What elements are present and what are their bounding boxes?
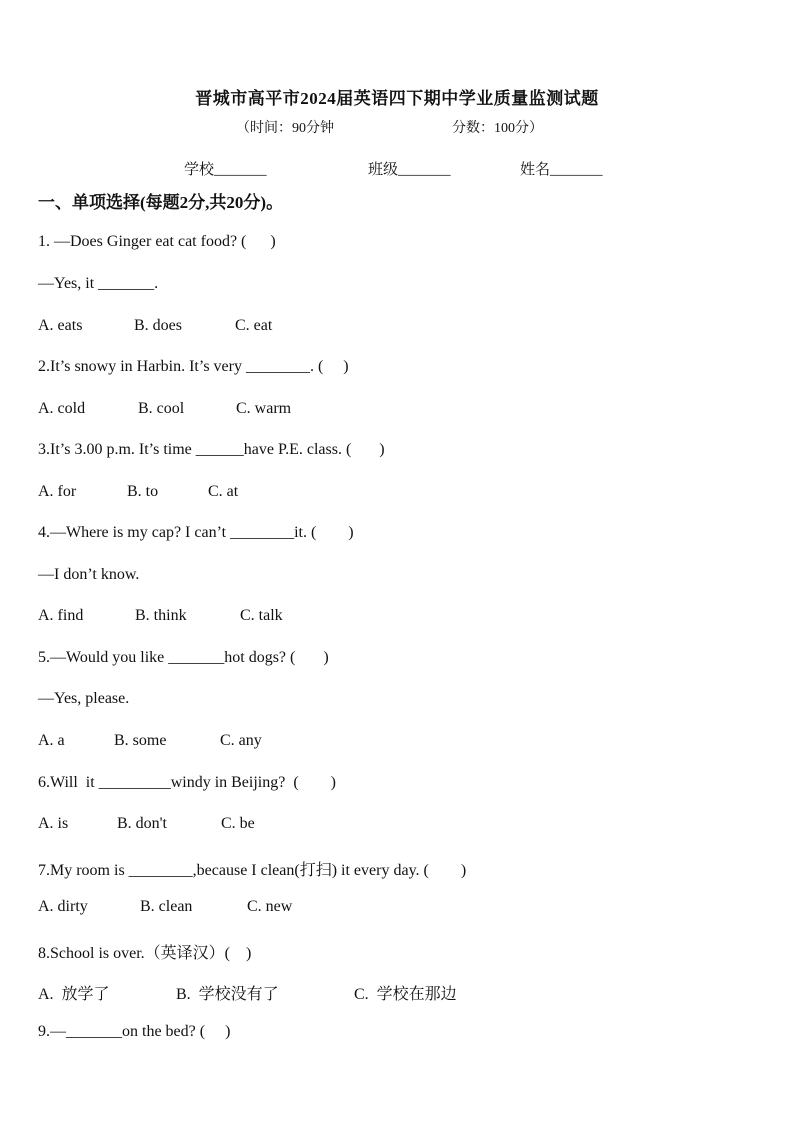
question-1-answer-line: —Yes, it _______.	[38, 275, 159, 292]
question-8-stem: 8.School is over.（英译汉）( )	[38, 945, 252, 962]
exam-title: 晋城市高平市2024届英语四下期中学业质量监测试题	[195, 89, 599, 108]
question-5-option-c[interactable]: C. any	[220, 732, 262, 749]
question-6-option-a[interactable]: A. is	[38, 815, 69, 832]
section-heading: 一、单项选择(每题2分,共20分)。	[38, 193, 284, 212]
question-4-option-a[interactable]: A. find	[38, 607, 84, 624]
question-3-option-c[interactable]: C. at	[208, 483, 239, 500]
exam-time: （时间：90分钟	[236, 121, 334, 136]
question-2-stem: 2.It’s snowy in Harbin. It’s very ________. ( )	[38, 358, 349, 375]
question-1-option-a[interactable]: A. eats	[38, 317, 83, 334]
name-field: 姓名_______	[520, 162, 603, 178]
class-field: 班级_______	[368, 162, 451, 178]
question-9-stem: 9.—_______on the bed? ( )	[38, 1023, 231, 1040]
question-7-option-a[interactable]: A. dirty	[38, 898, 88, 915]
question-2-option-b[interactable]: B. cool	[138, 400, 185, 417]
exam-score: 分数：100分）	[452, 121, 543, 136]
question-3-stem: 3.It’s 3.00 p.m. It’s time ______have P.E. class. ( )	[38, 441, 385, 458]
school-field: 学校_______	[184, 162, 267, 178]
question-1-stem: 1. —Does Ginger eat cat food? ( )	[38, 233, 276, 250]
question-6-option-b[interactable]: B. don't	[117, 815, 167, 832]
question-4-option-b[interactable]: B. think	[135, 607, 187, 624]
question-2-option-c[interactable]: C. warm	[236, 400, 292, 417]
question-6-option-c[interactable]: C. be	[221, 815, 255, 832]
question-7-stem: 7.My room is ________,because I clean(打扫) it every day. ( )	[38, 862, 467, 879]
question-2-option-a[interactable]: A. cold	[38, 400, 86, 417]
question-7-option-b[interactable]: B. clean	[140, 898, 193, 915]
question-8-option-b[interactable]: B. 学校没有了	[176, 986, 279, 1003]
question-4-stem: 4.—Where is my cap? I can’t ________it. ( )	[38, 524, 354, 541]
question-5-stem: 5.—Would you like _______hot dogs? ( )	[38, 649, 329, 666]
question-6-stem: 6.Will it _________windy in Beijing? ( )	[38, 774, 336, 791]
question-1-option-b[interactable]: B. does	[134, 317, 182, 334]
question-5-option-a[interactable]: A. a	[38, 732, 65, 749]
question-1-option-c[interactable]: C. eat	[235, 317, 273, 334]
question-4-option-c[interactable]: C. talk	[240, 607, 283, 624]
question-3-option-a[interactable]: A. for	[38, 483, 77, 500]
question-7-option-c[interactable]: C. new	[247, 898, 293, 915]
question-5-option-b[interactable]: B. some	[114, 732, 167, 749]
question-5-answer-line: —Yes, please.	[38, 690, 130, 707]
question-3-option-b[interactable]: B. to	[127, 483, 159, 500]
question-8-option-c[interactable]: C. 学校在那边	[354, 986, 457, 1003]
question-8-option-a[interactable]: A. 放学了	[38, 986, 110, 1003]
question-4-answer-line: —I don’t know.	[38, 566, 140, 583]
